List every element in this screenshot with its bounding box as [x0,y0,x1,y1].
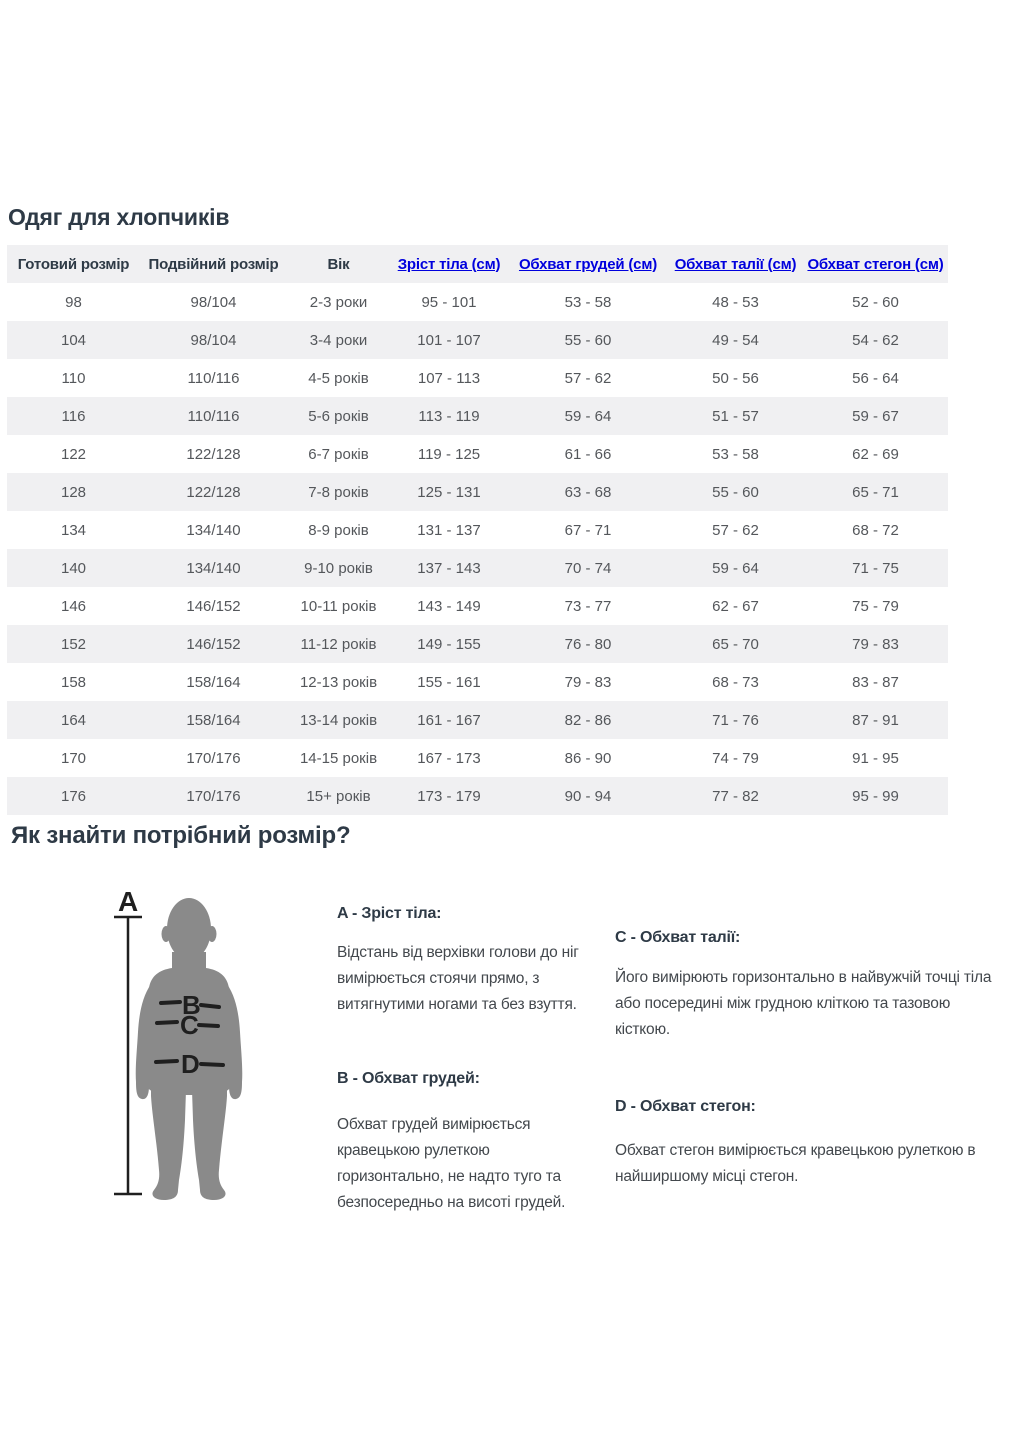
size-cell: 134 [60,521,87,539]
size-cell: 67 - 71 [564,521,612,539]
size-cell: 146 [60,597,87,615]
page-title: Одяг для хлопчиків [8,204,230,230]
guide-heading-a: A - Зріст тіла: [337,905,442,922]
column-header [668,245,803,283]
size-cell: 62 - 69 [852,445,899,463]
size-cell: 65 - 70 [712,635,759,653]
size-cell: 164 [60,711,87,729]
size-cell: 91 - 95 [852,749,899,767]
size-cell: 152 [60,635,87,653]
column-header: Готовий розмір [17,255,130,273]
size-cell: 8-9 років [308,521,369,539]
size-cell: 50 - 56 [712,369,759,387]
size-row [7,321,948,359]
size-cell: 95 - 99 [852,787,899,805]
size-cell: 10-11 років [300,597,377,615]
column-header [508,245,668,283]
size-cell: 95 - 101 [421,293,477,311]
size-cell: 65 - 71 [852,483,899,501]
size-cell: 146/152 [186,597,241,615]
size-cell: 155 - 161 [417,673,481,691]
size-row [7,587,948,625]
size-cell: 71 - 75 [852,559,899,577]
guide-heading-c: C - Обхват талії: [615,929,741,946]
size-cell: 59 - 64 [564,407,612,425]
size-cell: 87 - 91 [852,711,899,729]
guide-column-left [337,905,589,1216]
size-cell: 76 - 80 [564,635,612,653]
size-cell: 48 - 53 [712,293,759,311]
guide-heading-d: D - Обхват стегон: [615,1098,756,1115]
size-cell: 61 - 66 [564,445,612,463]
column-header: Подвійний розмір [148,255,279,273]
size-row [7,663,948,701]
size-cell: 11-12 років [300,635,377,653]
column-sort-link[interactable]: Зріст тіла (см) [397,255,501,273]
size-cell: 68 - 73 [712,673,759,691]
size-cell: 128 [60,483,87,501]
size-cell: 134/140 [186,521,241,539]
size-cell: 101 - 107 [417,331,481,349]
size-cell: 104 [60,331,87,349]
size-cell: 86 - 90 [564,749,612,767]
column-sort-link[interactable]: Обхват грудей (см) [518,255,658,273]
size-row [7,625,948,663]
child-silhouette-figure [105,880,315,1210]
marker-d-label: D [181,1049,200,1079]
size-cell: 56 - 64 [852,369,899,387]
size-cell: 173 - 179 [417,787,481,805]
size-cell: 90 - 94 [564,787,612,805]
size-cell: 140 [60,559,87,577]
size-cell: 62 - 67 [712,597,759,615]
size-cell: 77 - 82 [712,787,759,805]
size-cell: 13-14 років [299,711,378,729]
column-header [803,245,948,283]
size-cell: 83 - 87 [852,673,899,691]
size-row [7,739,948,777]
column-sort-link[interactable]: Обхват стегон (см) [807,255,944,273]
size-row [7,397,948,435]
size-cell: 57 - 62 [712,521,759,539]
size-cell: 51 - 57 [712,407,759,425]
measurement-figure [105,880,315,1210]
size-row [7,473,948,511]
size-cell: 170/176 [186,787,241,805]
size-cell: 119 - 125 [417,445,481,463]
size-cell: 54 - 62 [852,331,899,349]
size-cell: 3-4 роки [309,331,368,349]
guide-text-c: Його вимірюють горизонтально в найвужчій точці тіла або посередині між грудною кліткою та тазовою кісткою. [615,969,992,1038]
size-cell: 4-5 років [308,369,369,387]
size-cell: 170/176 [186,749,241,767]
guide-text-d: Обхват стегон вимірюється кравецькою рулеткою в найширшому місці стегон. [615,1142,976,1185]
size-cell: 122 [60,445,87,463]
size-cell: 57 - 62 [564,369,612,387]
size-row [7,435,948,473]
guide-column-right [615,929,1000,1190]
size-row [7,359,948,397]
column-header [390,245,508,283]
size-cell: 98 [65,293,82,311]
size-cell: 12-13 років [299,673,378,691]
size-cell: 122/128 [186,483,241,501]
size-cell: 143 - 149 [417,597,481,615]
size-cell: 167 - 173 [417,749,481,767]
size-cell: 149 - 155 [417,635,481,653]
size-cell: 5-6 років [308,407,369,425]
size-cell: 134/140 [186,559,241,577]
size-cell: 70 - 74 [564,559,612,577]
size-cell: 68 - 72 [852,521,899,539]
size-cell: 79 - 83 [564,673,612,691]
size-cell: 158/164 [186,673,241,691]
size-row [7,701,948,739]
size-cell: 53 - 58 [564,293,612,311]
size-cell: 7-8 років [308,483,369,501]
size-cell: 113 - 119 [418,407,480,425]
size-cell: 146/152 [186,635,241,653]
size-cell: 137 - 143 [417,559,481,577]
size-cell: 55 - 60 [712,483,759,501]
size-cell: 2-3 роки [309,293,368,311]
size-cell: 110 [61,369,86,387]
size-cell: 107 - 113 [417,369,481,387]
size-cell: 110/116 [187,369,240,387]
size-cell: 122/128 [186,445,241,463]
guide-heading-b: B - Обхват грудей: [337,1070,480,1087]
size-cell: 59 - 64 [712,559,759,577]
size-cell: 75 - 79 [852,597,899,615]
size-cell: 6-7 років [308,445,369,463]
marker-a-label: A [118,886,139,917]
size-row [7,777,948,815]
size-cell: 55 - 60 [564,331,612,349]
size-cell: 98/104 [190,331,237,349]
size-table [7,245,948,815]
size-cell: 73 - 77 [564,597,612,615]
size-cell: 176 [60,787,87,805]
size-cell: 125 - 131 [417,483,481,501]
size-cell: 158/164 [186,711,241,729]
size-cell: 110/116 [187,407,240,425]
size-cell: 14-15 років [299,749,378,767]
size-cell: 116 [61,407,86,425]
size-cell: 53 - 58 [712,445,759,463]
size-cell: 52 - 60 [852,293,899,311]
size-cell: 161 - 167 [417,711,481,729]
size-table-header-row [7,245,948,283]
size-row [7,549,948,587]
size-cell: 170 [60,749,87,767]
size-cell: 79 - 83 [852,635,899,653]
size-cell: 59 - 67 [852,407,899,425]
size-cell: 49 - 54 [712,331,759,349]
column-sort-link[interactable]: Обхват талії (см) [674,255,797,273]
size-cell: 63 - 68 [564,483,612,501]
size-cell: 158 [60,673,87,691]
size-cell: 82 - 86 [564,711,612,729]
column-header: Вік [327,255,350,273]
marker-c-label: C [180,1010,199,1040]
section-title: Як знайти потрібний розмір? [11,822,351,849]
guide-text-b: Обхват грудей вимірюється кравецькою рулеткою горизонтально, не надто туго та безпосередньо на висоті грудей. [337,1116,566,1211]
size-cell: 9-10 років [304,559,373,577]
size-cell: 74 - 79 [712,749,759,767]
guide-text-a: Відстань від верхівки голови до ніг вимірюється стоячи прямо, з витягнутими ногами та без взуття. [337,944,579,1013]
size-cell: 71 - 76 [712,711,759,729]
size-cell: 98/104 [190,293,237,311]
size-cell: 15+ років [306,787,371,805]
size-row [7,283,948,321]
size-row [7,511,948,549]
size-cell: 131 - 137 [417,521,481,539]
marker-b-label: B [182,990,201,1020]
